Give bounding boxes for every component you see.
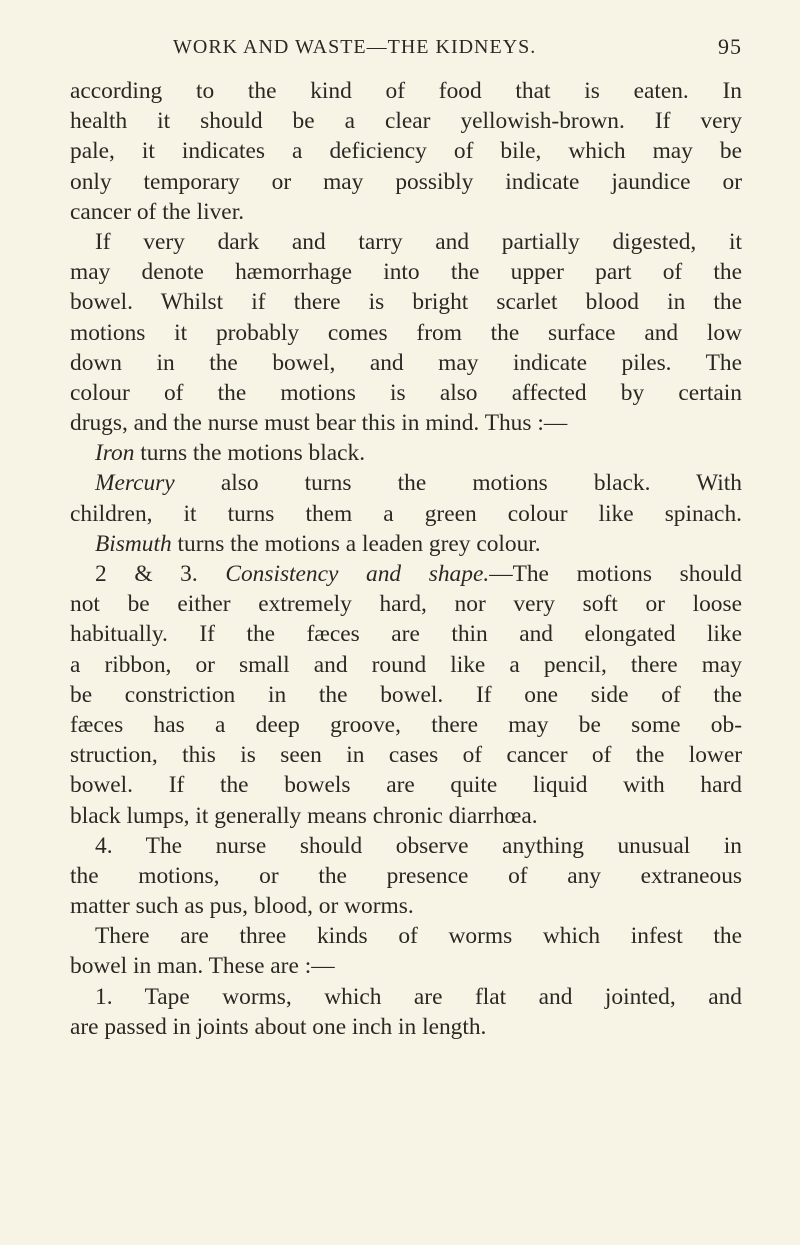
running-title: WORK AND WASTE—THE KIDNEYS. bbox=[173, 36, 537, 58]
text-line: pale, it indicates a deficiency of bile, which may be bbox=[70, 138, 742, 165]
text-line: the motions, or the presence of any extraneous bbox=[70, 862, 742, 889]
running-header bbox=[70, 30, 742, 64]
text-line: not be either extremely hard, nor very soft or loose bbox=[70, 591, 742, 618]
drug-entry-iron bbox=[70, 438, 742, 468]
text-line: cancer of the liver. bbox=[70, 198, 245, 225]
text-line: fæces has a deep groove, there may be some ob- bbox=[70, 711, 742, 738]
text-line: motions it probably comes from the surface and low bbox=[70, 319, 742, 346]
drug-entry-bismuth bbox=[70, 529, 742, 559]
text-line: 1. Tape worms, which are flat and jointed, and bbox=[95, 983, 742, 1010]
text-line: bowel. If the bowels are quite liquid with hard bbox=[70, 772, 742, 799]
text-line: bowel in man. These are :— bbox=[70, 953, 335, 980]
drug-effect-bismuth: turns the motions a leaden grey colour. bbox=[177, 530, 541, 557]
text-line: according to the kind of food that is eaten. In bbox=[70, 78, 742, 104]
text-line: be constriction in the bowel. If one side of the bbox=[70, 681, 742, 708]
text-line: If very dark and tarry and partially digested, it bbox=[95, 228, 742, 255]
text-line: There are three kinds of worms which infest the bbox=[95, 923, 742, 950]
page bbox=[70, 30, 742, 1042]
text-line: matter such as pus, blood, or worms. bbox=[70, 893, 414, 920]
section-heading: Consistency and shape. bbox=[225, 561, 490, 587]
text-line: may denote hæmorrhage into the upper part of the bbox=[70, 259, 742, 286]
drug-entry-mercury bbox=[70, 468, 742, 498]
text-line: are passed in joints about one inch in length. bbox=[70, 1013, 487, 1040]
text-line: only temporary or may possibly indicate jaundice or bbox=[70, 168, 742, 195]
text-line: black lumps, it generally means chronic diarrhœa. bbox=[70, 802, 538, 829]
text-line: 4. The nurse should observe anything unusual in bbox=[95, 832, 742, 859]
section-consistency bbox=[70, 559, 742, 589]
text-line: habitually. If the fæces are thin and elongated like bbox=[70, 621, 742, 648]
section-number: 2 & 3. bbox=[95, 561, 198, 587]
text-line: health it should be a clear yellowish-brown. If very bbox=[70, 108, 742, 135]
drug-name-bismuth: Bismuth bbox=[95, 530, 172, 557]
drug-effect-iron: turns the motions black. bbox=[140, 440, 366, 467]
drug-effect-mercury: also turns the motions black. With bbox=[220, 470, 742, 497]
section-lead-text: —The motions should bbox=[489, 561, 742, 587]
text-line: children, it turns them a green colour like spinach. bbox=[70, 500, 742, 527]
text-line: a ribbon, or small and round like a pencil, there may bbox=[70, 651, 742, 678]
drug-name-iron: Iron bbox=[95, 440, 135, 467]
text-line: bowel. Whilst if there is bright scarlet blood in the bbox=[70, 289, 742, 316]
text-line: colour of the motions is also affected by certain bbox=[70, 379, 742, 406]
page-number: 95 bbox=[718, 34, 742, 59]
body-text bbox=[70, 76, 742, 1042]
text-line: struction, this is seen in cases of cancer of the lower bbox=[70, 742, 742, 769]
text-line: drugs, and the nurse must bear this in mind. Thus :— bbox=[70, 410, 568, 437]
drug-name-mercury: Mercury bbox=[95, 470, 175, 497]
text-line: down in the bowel, and may indicate piles. The bbox=[70, 349, 742, 376]
